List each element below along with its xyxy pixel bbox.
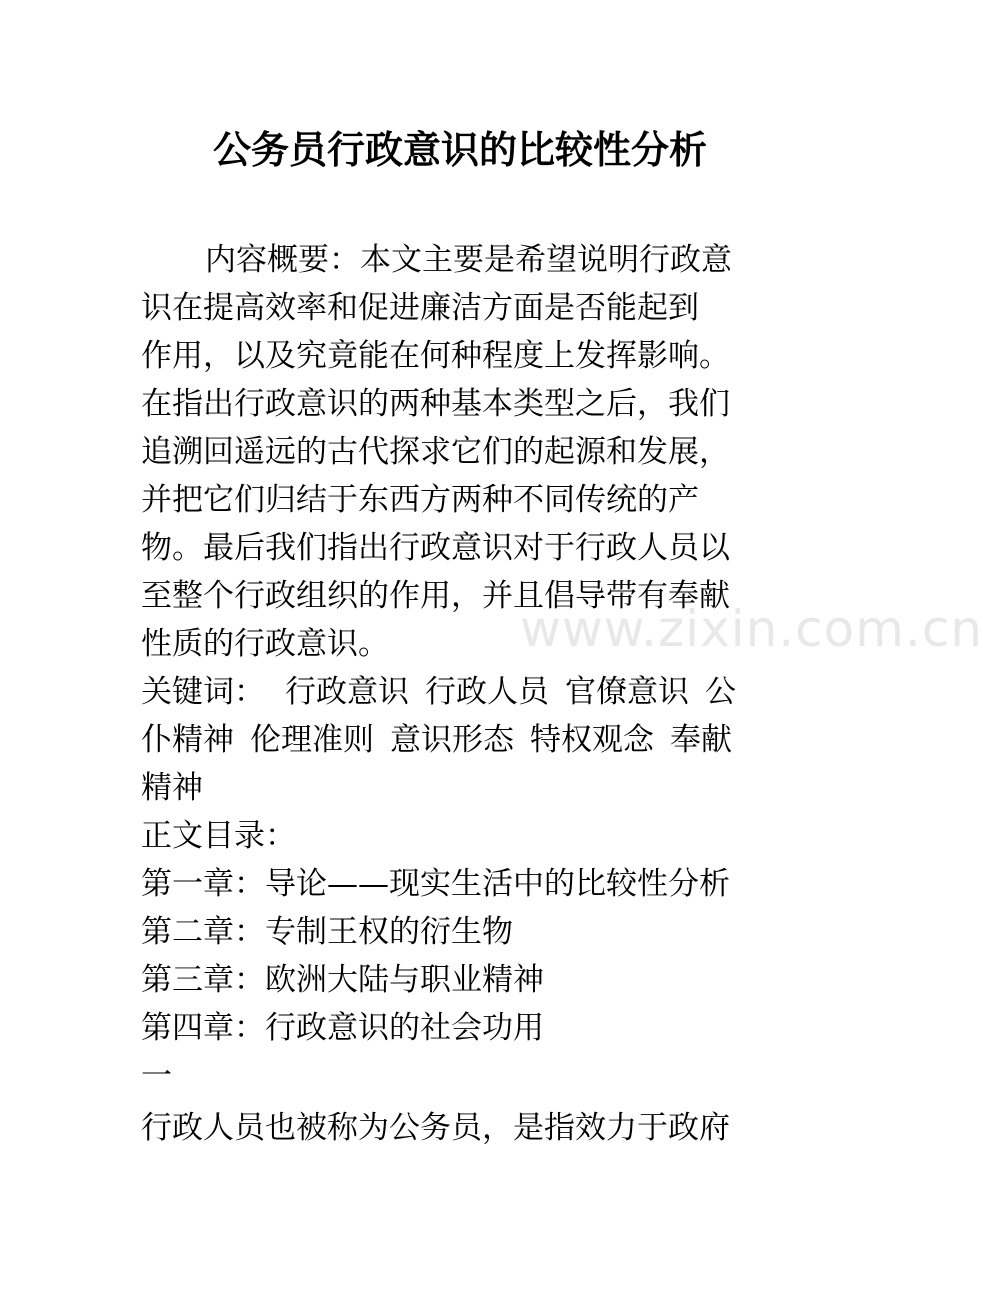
- body-paragraph-line: 行政人员也被称为公务员，是指效力于政府: [141, 1110, 730, 1146]
- keyword: 官僚意识: [565, 674, 689, 710]
- keyword: 行政意识: [285, 674, 409, 710]
- abstract-line: 内容概要：本文主要是希望说明行政意: [205, 242, 732, 278]
- document-title: 公务员行政意识的比较性分析: [212, 128, 707, 172]
- keywords-line: [141, 718, 732, 762]
- abstract-line: 作用，以及究竟能在何种程度上发挥影响。: [141, 338, 730, 374]
- keywords-label: 关键词：: [141, 674, 265, 710]
- toc-item: 第一章：导论——现实生活中的比较性分析: [141, 866, 730, 902]
- keyword: 行政人员: [425, 674, 549, 710]
- keyword: 特权观念: [530, 722, 654, 758]
- abstract-line: 物。最后我们指出行政意识对于行政人员以: [141, 530, 730, 566]
- abstract-line: 识在提高效率和促进廉洁方面是否能起到: [141, 290, 699, 326]
- keywords-line: 精神: [141, 770, 203, 806]
- abstract-line: 追溯回遥远的古代探求它们的起源和发展，: [141, 434, 730, 470]
- section-number: 一: [141, 1058, 172, 1094]
- toc-item: 第三章：欧洲大陆与职业精神: [141, 962, 544, 998]
- keyword: 意识形态: [390, 722, 514, 758]
- keywords-line: [141, 670, 736, 714]
- abstract-line: 性质的行政意识。: [141, 626, 389, 662]
- toc-label: 正文目录：: [141, 818, 296, 854]
- keyword: 伦理准则: [250, 722, 374, 758]
- abstract-line: 至整个行政组织的作用，并且倡导带有奉献: [141, 578, 730, 614]
- keyword: 奉献: [670, 722, 732, 758]
- keyword: 仆精神: [141, 722, 234, 758]
- keyword: 公: [705, 674, 736, 710]
- abstract-line: 在指出行政意识的两种基本类型之后，我们: [141, 386, 730, 422]
- watermark: www.zixin.com.cn: [520, 600, 983, 658]
- abstract-line: 并把它们归结于东西方两种不同传统的产: [141, 482, 699, 518]
- toc-item: 第二章：专制王权的衍生物: [141, 914, 513, 950]
- toc-item: 第四章：行政意识的社会功用: [141, 1010, 544, 1046]
